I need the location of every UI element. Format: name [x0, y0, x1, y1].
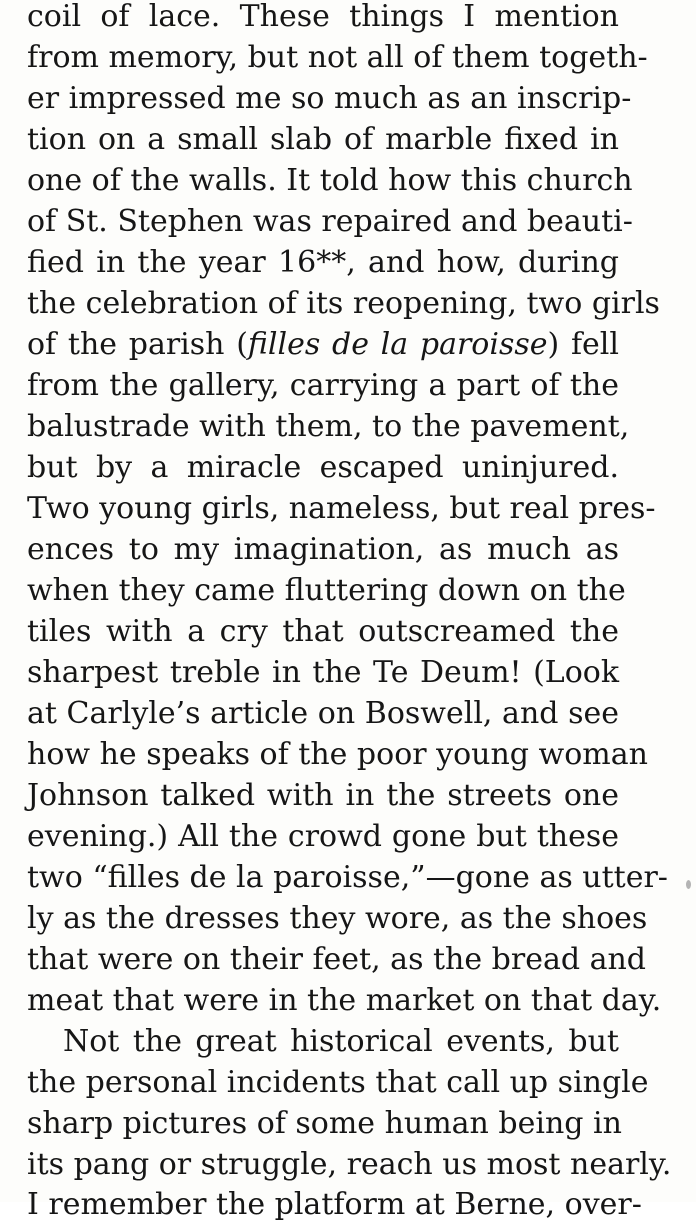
- scan-edge-mark: [686, 880, 691, 889]
- cut-off-bottom-line: I remember the platform at Berne, over-: [27, 1187, 642, 1222]
- text-line-25: meat that were in the market on that day.: [27, 983, 662, 1018]
- text-line-11: balustrade with them, to the pavement,: [27, 409, 630, 444]
- text-line-13: Two young girls, nameless, but real pres-: [27, 491, 656, 526]
- paragraph-start-line: Not the great historical events, but: [63, 1024, 619, 1059]
- text-line-2: from memory, but not all of them togeth-: [27, 40, 648, 75]
- text-line-1: coil of lace. These things I mention: [27, 0, 619, 34]
- text-line-27: the personal incidents that call up single: [27, 1065, 649, 1100]
- text-line-19: how he speaks of the poor young woman: [27, 737, 648, 772]
- text-line-22: two “filles de la paroisse,”—gone as utter-: [27, 860, 668, 895]
- text-line-7: fied in the year 16**, and how, during: [27, 245, 619, 280]
- italic-french-phrase: filles de la paroisse: [247, 327, 548, 362]
- text-line-4: tion on a small slab of marble fixed in: [27, 122, 619, 157]
- text-line-9: [27, 324, 619, 365]
- text-line-12: but by a miracle escaped uninjured.: [27, 450, 619, 485]
- text-line-10: from the gallery, carrying a part of the: [27, 368, 619, 403]
- text-line-17: sharpest treble in the Te Deum! (Look: [27, 655, 619, 690]
- text-line-5: one of the walls. It told how this church: [27, 163, 633, 198]
- text-line-15: when they came fluttering down on the: [27, 573, 626, 608]
- text-line-8: the celebration of its reopening, two girls: [27, 286, 660, 321]
- text-line-3: er impressed me so much as an inscrip-: [27, 81, 632, 116]
- text-line-29: its pang or struggle, reach us most nearly.: [27, 1147, 672, 1182]
- text-line-16: tiles with a cry that outscreamed the: [27, 614, 619, 649]
- text-line-9-after: ) fell: [547, 327, 619, 362]
- text-line-28: sharp pictures of some human being in: [27, 1106, 622, 1141]
- text-line-18: at Carlyle’s article on Boswell, and see: [27, 696, 619, 731]
- text-line-14: ences to my imagination, as much as: [27, 532, 619, 567]
- text-line-9-before: of the parish (: [27, 327, 248, 362]
- text-line-20: Johnson talked with in the streets one: [27, 778, 619, 813]
- text-line-21: evening.) All the crowd gone but these: [27, 819, 619, 854]
- text-line-23: ly as the dresses they wore, as the shoes: [27, 901, 648, 936]
- text-line-24: that were on their feet, as the bread and: [27, 942, 646, 977]
- text-line-6: of St. Stephen was repaired and beauti-: [27, 204, 633, 239]
